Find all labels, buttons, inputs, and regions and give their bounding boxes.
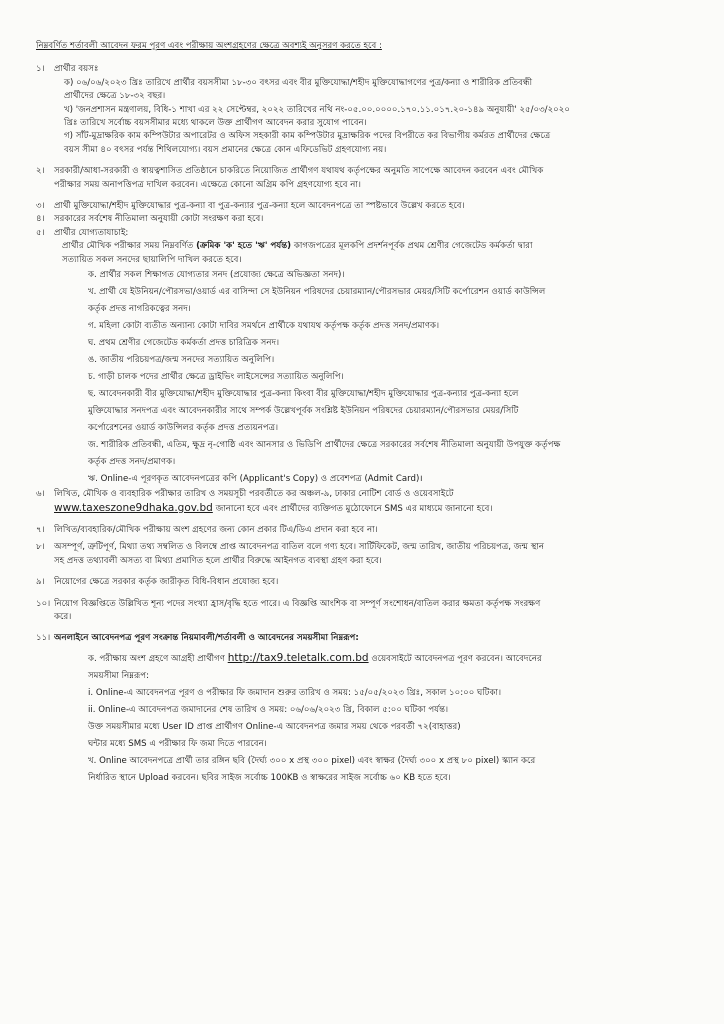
doc-item-chha-line2: মুক্তিযোদ্ধার সনদপত্র এবং আবেদনকারীর সাথে সম্পর্ক উল্লেখপূর্বক সংশ্লিষ্ট ইউনিয়ন পরিষদের চেয়ারম্যান/পৌরসভার মেয়র/সিটি <box>88 406 519 417</box>
intro-post: কাগজপত্রের মূলকপি প্রদর্শনপূর্বক প্রথম শ্রেণীর গেজেটেড কর্মকর্তা দ্বারা <box>293 241 533 252</box>
doc-item-chha-line3: কর্পোরেশনের ওয়ার্ড কাউন্সিলর কর্তৃক প্রদত্ত প্রত্যয়নপত্র। <box>88 423 279 434</box>
section-title: প্রার্থীর যোগ্যতাযাচাই: <box>54 227 129 238</box>
teletalk-website-link[interactable]: http://tax9.teletalk.com.bd <box>227 651 369 664</box>
section-text-line1: সরকারের সর্বশেষ নীতিমালা অনুযায়ী কোটা সংরক্ষণ করা হবে। <box>54 214 264 225</box>
section-number: ১১। <box>36 633 51 644</box>
online-item-kha-line2: নির্ধারিত স্থানে Upload করবেন। ছবির সাইজ সর্বোচ্চ 100KB ও স্বাক্ষরের সাইজ সর্বোচ্চ ৬০ KB হতে হবে। <box>88 772 451 783</box>
doc-item-uma: ঙ. জাতীয় পরিচয়পত্র/জন্ম সনদের সত্যায়িত অনুলিপি। <box>88 355 275 366</box>
clause-ka-line1: ক) ০৬/০৬/২০২৩ খ্রিঃ তারিখে প্রার্থীর বয়সসীমা ১৮-৩০ বৎসর এবং বীর মুক্তিযোদ্ধা/শহীদ মুক্তিযোদ্ধাগণের পুত্র/কন্যা ও শারীরিক প্রতিবন্ধী <box>64 77 533 88</box>
section-number: ৩। <box>36 201 45 212</box>
clause-kha-line2: খ্রিঃ তারিখে সর্বোচ্চ বয়সসীমার মধ্যে থাকলে উক্ত প্রার্থীগণ আবেদন করার সুযোগ পাবেন। <box>64 118 367 129</box>
section-number: ৫। <box>36 227 45 238</box>
online-item-kha-line1: খ. Online আবেদনপত্রে প্রার্থী তার রঙ্গিন ছবি (দৈর্ঘ্য ৩০০ x প্রস্থ ৩০০ pixel) এবং স্বাক্ষর (দৈর্ঘ্য ৩০০ x প্রস্থ ৮০ pixel) স্ক্যান করে <box>88 755 536 766</box>
section-age <box>36 63 676 157</box>
section-incomplete-application <box>36 541 676 568</box>
doc-item-ga: গ. মহিলা কোটা ব্যতীত অন্যান্য কোটা দাবির সমর্থনে প্রার্থীকে যথাযথ কর্তৃপক্ষ কর্তৃক প্রদত্ত সনদ/প্রমাণক। <box>88 321 440 332</box>
section-number: ১০। <box>36 598 51 609</box>
section-number: ২। <box>36 166 45 177</box>
verification-intro-line2: সত্যায়িত সকল সনদের ছায়ালিপি দাখিল করতে হবে। <box>62 254 242 265</box>
intro-pre: প্রার্থীর মৌখিক পরীক্ষার সময় নিম্নবর্ণিত <box>62 241 194 252</box>
section-title: অনলাইনে আবেদনপত্র পূরণ সংক্রান্ত নিয়মাবলী/শর্তাবলী ও আবেদনের সময়সীমা নিম্নরূপ: <box>54 633 359 644</box>
section-number: ৪। <box>36 214 45 225</box>
clause-ka-line2: প্রার্থীদের ক্ষেত্রে ১৮-৩২ বছর। <box>64 91 166 102</box>
section-vacancy-change <box>36 598 676 625</box>
clause-kha-line1: খ) 'জনপ্রশাসন মন্ত্রণালয়, বিধি-১ শাখা এর ২২ সেপ্টেম্বর, ২০২২ তারিখের নথি নং-০৫.০০.০০০০.১৭০.১১.০১৭.২০-১৪৯ অনুযায়ী' ২৫/০৩/২০২০ <box>64 104 570 115</box>
section-freedom-fighter <box>36 200 676 213</box>
document-heading: নিম্নবর্ণিত শর্তাবলী আবেদন ফরম পূরণ এবং পরীক্ষায় অংশগ্রহণের ক্ষেত্রে অবশ্যই অনুসরণ করতে হবে : <box>36 41 382 51</box>
section-text-line1: সরকারী/আধা-সরকারী ও স্বায়ত্বশাসিত প্রতিষ্ঠানে চাকরিতে নিয়োজিত প্রার্থীগণ যথাযথ কর্তৃপক্ষের অনুমতি সাপেক্ষে আবেদন করবেন এবং মৌখিক <box>54 166 544 177</box>
section-text-line2: সহ প্রদত্ত তথ্যাবলী অসত্য বা মিথ্যা প্রমাণিত হলে প্রার্থীর বিরুদ্ধে আইনগত ব্যবস্থা গ্রহণ করা হবে। <box>54 555 382 566</box>
doc-item-ja-line1: জ. শারীরিক প্রতিবন্ধী, এতিম, ক্ষুদ্র নৃ-গোষ্ঠি এবং আনসার ও ভিডিপি প্রার্থীদের ক্ষেত্রে সরকারের সর্বশেষ নীতিমালা অনুযায়ী উপযুক্ত কর্তৃপক্ষ <box>88 440 561 451</box>
section-text-line1: লিখিত/ব্যবহারিক/মৌখিক পরীক্ষায় অংশ গ্রহণের জন্য কোন প্রকার টিএ/ডিএ প্রদান করা হবে না। <box>54 524 378 535</box>
section-number: ১। <box>36 64 45 75</box>
section-text-line2 <box>54 502 676 516</box>
section-text-line2: পরীক্ষার সময় অনাপত্তিপত্র দাখিল করবেন। এক্ষেত্রে কোনো অগ্রিম কপি গ্রহণযোগ্য হবে না। <box>54 179 361 190</box>
section-quota <box>36 213 676 226</box>
fee-payment-line2: ঘন্টার মধ্যে SMS এ পরীক্ষার ফি জমা দিতে পারবেন। <box>88 738 267 749</box>
section-govt-employees <box>36 165 676 192</box>
verification-intro-line1 <box>36 240 676 253</box>
online-start-time: i. Online-এ আবেদনপত্র পূরণ ও পরীক্ষার ফি জমাদান শুরুর তারিখ ও সময়: ১৫/০৫/২০২৩ খ্রিঃ, সকাল ১০:০০ ঘটিকা। <box>88 687 502 698</box>
section-text-line2: করে। <box>54 611 72 622</box>
doc-item-ja-line2: কর্তৃক প্রদত্ত সনদ/প্রমাণক। <box>88 457 176 468</box>
section-title: প্রার্থীর বয়সঃ <box>54 64 99 75</box>
tax-zone-website-link[interactable]: www.taxeszone9dhaka.gov.bd <box>54 501 213 514</box>
online-item-ka-line2: সময়সীমা নিম্নরূপ: <box>88 670 149 681</box>
section-govt-rules <box>36 576 676 589</box>
section-number: ৮। <box>36 542 45 553</box>
section-number: ৭। <box>36 524 45 535</box>
doc-item-kha-line1: খ. প্রার্থী যে ইউনিয়ন/পৌরসভা/ওয়ার্ড এর বাসিন্দা সে ইউনিয়ন পরিষদের চেয়ারম্যান/পৌরসভার মেয়র/সিটি কর্পোরেশন ওয়ার্ড কাউন্সিল <box>88 287 546 298</box>
online-item-ka-pre: ক. পরীক্ষায় অংশ গ্রহণে আগ্রহী প্রার্থীগণ <box>88 653 225 664</box>
section-text-line1: লিখিত, মৌখিক ও ব্যবহারিক পরীক্ষার তারিখ ও সময়সূচী পরবর্তীতে কর অঞ্চল-৯, ঢাকার নোটিশ বোর্ড ও ওয়েবসাইটে <box>54 489 454 500</box>
section-text-line2-post: জানানো হবে এবং প্রার্থীদের ব্যক্তিগত মুঠোফোনে SMS এর মাধ্যমে জানানো হবে। <box>215 503 493 514</box>
doc-item-cha: চ. গাড়ী চালক পদের প্রার্থীর ক্ষেত্রে ড্রাইভিং লাইসেন্সের সত্যায়িত অনুলিপি। <box>88 372 344 383</box>
doc-item-gha: ঘ. প্রথম শ্রেণীর গেজেটেড কর্মকর্তা প্রদত্ত চারিত্রিক সনদ। <box>88 338 280 349</box>
section-number: ৯। <box>36 577 45 588</box>
section-ta-da <box>36 524 676 537</box>
online-item-ka-line1 <box>36 650 676 668</box>
section-online-application <box>36 632 676 645</box>
clause-ga-line1: গ) সাঁট-মুদ্রাক্ষরিক কাম কম্পিউটার অপারেটর ও অফিস সহকারী কাম কম্পিউটার মুদ্রাক্ষরিক পদের বিপরীতে কর বিভাগীয় কর্মরত প্রার্থীদের ক্ষেত্রে <box>64 131 551 142</box>
section-text-line1: প্রার্থী মুক্তিযোদ্ধা/শহীদ মুক্তিযোদ্ধার পুত্র-কন্যা বা পুত্র-কন্যার পুত্র-কন্যা হলে আবেদনপত্রে তা স্পষ্টভাবে উল্লেখ করতে হবে। <box>54 201 465 212</box>
online-item-ka-post: ওয়েবসাইটে আবেদনপত্র পূরণ করবেন। আবেদনের <box>371 653 542 664</box>
section-number: ৬। <box>36 489 45 500</box>
section-verification <box>36 227 676 240</box>
doc-item-kha-line2: কর্তৃক প্রদত্ত নাগরিকত্বের সনদ। <box>88 304 191 315</box>
online-end-time: ii. Online-এ আবেদনপত্র জমাদানের শেষ তারিখ ও সময়: ০৬/০৬/২০২৩ খ্রি, বিকাল ৫:০০ ঘটিকা পর্যন্ত। <box>88 704 449 715</box>
section-text-line1: নিয়োগ বিজ্ঞপ্তিতে উল্লিখিত শূন্য পদের সংখ্যা হ্রাস/বৃদ্ধি হতে পারে। এ বিজ্ঞপ্তি আংশিক বা সম্পূর্ণ সংশোধন/বাতিল করার ক্ষমতা কর্তৃপক্ষ সংরক্ষণ <box>54 598 541 609</box>
section-exam-schedule <box>36 488 676 516</box>
section-text-line1: নিয়োগের ক্ষেত্রে সরকার কর্তৃক জারীকৃত বিধি-বিধান প্রযোজ্য হবে। <box>54 577 279 588</box>
clause-ga-line2: বয়স সীমা ৪০ বৎসর পর্যন্ত শিথিলযোগ্য। বয়স প্রমানের ক্ষেত্রে কোন এফিডেভিট গ্রহণযোগ্য নয়। <box>64 144 387 155</box>
doc-item-chha-line1: ছ. আবেদনকারী বীর মুক্তিযোদ্ধা/শহীদ মুক্তিযোদ্ধার পুত্র-কন্যা কিংবা বীর মুক্তিযোদ্ধা/শহীদ মুক্তিযোদ্ধার পুত্র-কন্যার পুত্র-কন্যা হলে <box>88 389 519 400</box>
intro-bold: (ক্রমিক 'ক' হতে 'ঋ' পর্যন্ত) <box>196 241 292 252</box>
section-text-line1: অসম্পূর্ণ, ত্রুটিপূর্ণ, মিথ্যা তথ্য সম্বলিত ও বিলম্বে প্রাপ্ত আবেদনপত্র বাতিল বলে গণ্য হবে। সার্টিফিকেট, জন্ম তারিখ, জাতীয় পরিচয়পত্র, জন্ম স্থান <box>54 542 545 553</box>
fee-payment-line1: উক্ত সময়সীমার মধ্যে User ID প্রাপ্ত প্রার্থীগণ Online-এ আবেদনপত্র জমার সময় থেকে পরবর্তী ৭২(বাহাত্তর) <box>88 721 461 732</box>
doc-item-ri: ঋ. Online-এ পূরণকৃত আবেদনপত্রের কপি (Applicant's Copy) ও প্রবেশপত্র (Admit Card)। <box>88 474 423 485</box>
doc-item-ka: ক. প্রার্থীর সকল শিক্ষাগত যোগ্যতার সনদ (প্রযোজ্য ক্ষেত্রে অভিজ্ঞতা সনদ)। <box>88 270 345 281</box>
